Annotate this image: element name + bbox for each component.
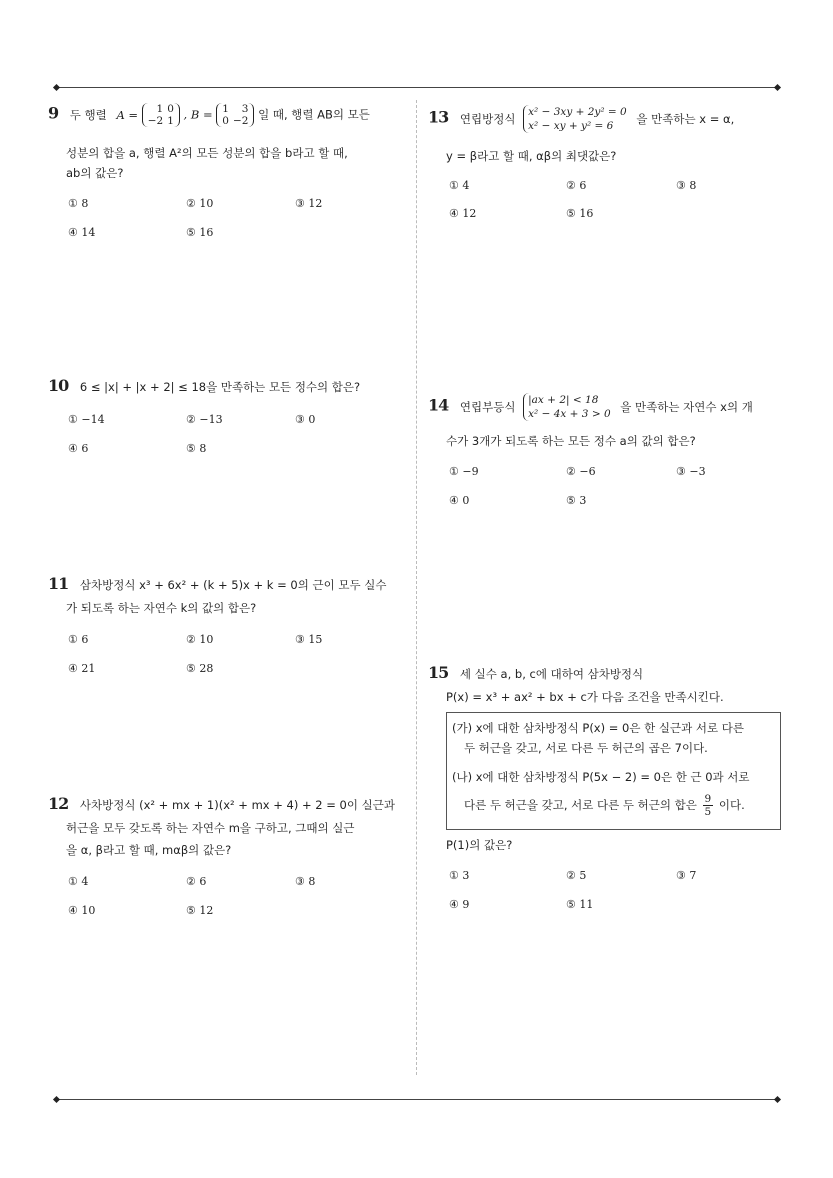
question-text: 일 때, 행렬 AB의 모든 xyxy=(258,107,370,122)
option-5[interactable]: ⑤ 11 xyxy=(566,898,594,911)
question-text: 을 만족하는 x = α, xyxy=(636,111,735,126)
condition-b-line-2: 다른 두 허근을 갖고, 서로 다른 두 허근의 합은 xyxy=(464,798,697,812)
condition-b-line-1: (나) x에 대한 삼차방정식 P(5x − 2) = 0은 한 근 0과 서로 xyxy=(452,770,750,784)
option-5[interactable]: ⑤ 3 xyxy=(566,494,587,507)
matrix-b-label: , B = xyxy=(183,107,213,122)
option-2[interactable]: ② 10 xyxy=(186,633,214,646)
question-number: 14 xyxy=(428,395,449,415)
question-text: 을 만족하는 자연수 x의 개 xyxy=(620,399,753,414)
condition-b-end: 이다. xyxy=(718,798,745,812)
option-3[interactable]: ③ 0 xyxy=(295,413,316,426)
option-1[interactable]: ① 4 xyxy=(449,179,470,192)
question-text: 수가 3개가 되도록 하는 모든 정수 a의 값의 합은? xyxy=(446,434,696,448)
option-2[interactable]: ② 10 xyxy=(186,197,214,210)
matrix-b: 1 3 0 −2 xyxy=(216,103,254,127)
option-1[interactable]: ① 3 xyxy=(449,869,470,882)
option-5[interactable]: ⑤ 8 xyxy=(186,442,207,455)
question-text: ab의 값은? xyxy=(66,166,124,180)
option-5[interactable]: ⑤ 16 xyxy=(566,207,594,220)
option-3[interactable]: ③ 12 xyxy=(295,197,323,210)
question-text: 성분의 합을 a, 행렬 A²의 모든 성분의 합을 b라고 할 때, xyxy=(66,146,348,160)
question-text: P(x) = x³ + ax² + bx + c가 다음 조건을 만족시킨다. xyxy=(446,690,724,704)
option-4[interactable]: ④ 10 xyxy=(68,904,96,917)
option-3[interactable]: ③ 7 xyxy=(676,869,697,882)
option-4[interactable]: ④ 21 xyxy=(68,662,96,675)
question-number: 10 xyxy=(48,376,69,395)
condition-a-line-1: (가) x에 대한 삼차방정식 P(x) = 0은 한 실근과 서로 다른 xyxy=(452,721,744,735)
question-text: y = β라고 할 때, αβ의 최댓값은? xyxy=(446,149,617,163)
option-5[interactable]: ⑤ 12 xyxy=(186,904,214,917)
top-rule-left-dot xyxy=(53,84,60,91)
option-5[interactable]: ⑤ 16 xyxy=(186,226,214,239)
fraction: $\frac{9}{5}$ xyxy=(704,793,712,818)
option-1[interactable]: ① −9 xyxy=(449,465,479,478)
option-2[interactable]: ② −6 xyxy=(566,465,596,478)
option-4[interactable]: ④ 12 xyxy=(449,207,477,220)
question-text: P(1)의 값은? xyxy=(446,838,513,852)
question-text: 연립방정식 xyxy=(459,111,516,126)
option-2[interactable]: ② 6 xyxy=(186,875,207,888)
inequality-system: |ax + 2| < 18 x² − 4x + 3 > 0 xyxy=(523,393,611,421)
question-text: 을 α, β라고 할 때, mαβ의 값은? xyxy=(66,843,232,857)
top-rule xyxy=(56,87,778,88)
option-2[interactable]: ② −13 xyxy=(186,413,223,426)
question-text: 세 실수 a, b, c에 대하여 삼차방정식 xyxy=(459,667,644,681)
option-3[interactable]: ③ −3 xyxy=(676,465,706,478)
option-4[interactable]: ④ 14 xyxy=(68,226,96,239)
option-4[interactable]: ④ 6 xyxy=(68,442,89,455)
option-3[interactable]: ③ 8 xyxy=(295,875,316,888)
bottom-rule-right-dot xyxy=(774,1096,781,1103)
bottom-rule-left-dot xyxy=(53,1096,60,1103)
option-4[interactable]: ④ 9 xyxy=(449,898,470,911)
option-4[interactable]: ④ 0 xyxy=(449,494,470,507)
question-text: 삼차방정식 x³ + 6x² + (k + 5)x + k = 0의 근이 모두 실수 xyxy=(79,578,387,592)
option-1[interactable]: ① 8 xyxy=(68,197,89,210)
top-rule-right-dot xyxy=(774,84,781,91)
option-1[interactable]: ① 4 xyxy=(68,875,89,888)
question-number: 12 xyxy=(48,794,69,813)
question-text: 두 행렬 xyxy=(69,107,107,122)
question-number: 11 xyxy=(48,574,69,593)
bottom-rule xyxy=(56,1099,778,1100)
option-2[interactable]: ② 6 xyxy=(566,179,587,192)
option-5[interactable]: ⑤ 28 xyxy=(186,662,214,675)
column-separator xyxy=(416,100,417,1075)
question-text: 사차방정식 (x² + mx + 1)(x² + mx + 4) + 2 = 0이 실근과 xyxy=(79,798,395,812)
option-1[interactable]: ① 6 xyxy=(68,633,89,646)
question-text: 6 ≤ |x| + |x + 2| ≤ 18을 만족하는 모든 정수의 합은? xyxy=(79,380,361,394)
matrix-a-label: A = xyxy=(116,107,139,122)
option-3[interactable]: ③ 15 xyxy=(295,633,323,646)
question-text: 허근을 모두 갖도록 하는 자연수 m을 구하고, 그때의 실근 xyxy=(66,821,355,835)
option-3[interactable]: ③ 8 xyxy=(676,179,697,192)
question-text: 가 되도록 하는 자연수 k의 값의 합은? xyxy=(66,601,257,615)
question-text: 연립부등식 xyxy=(459,399,516,414)
question-number: 9 xyxy=(48,103,59,123)
question-number: 13 xyxy=(428,107,449,127)
matrix-a: 1 0 −2 1 xyxy=(142,103,180,127)
question-number: 15 xyxy=(428,663,449,682)
option-1[interactable]: ① −14 xyxy=(68,413,105,426)
equation-system: x² − 3xy + 2y² = 0 x² − xy + y² = 6 xyxy=(523,105,627,133)
option-2[interactable]: ② 5 xyxy=(566,869,587,882)
condition-a-line-2: 두 허근을 갖고, 서로 다른 두 허근의 곱은 7이다. xyxy=(464,741,708,755)
